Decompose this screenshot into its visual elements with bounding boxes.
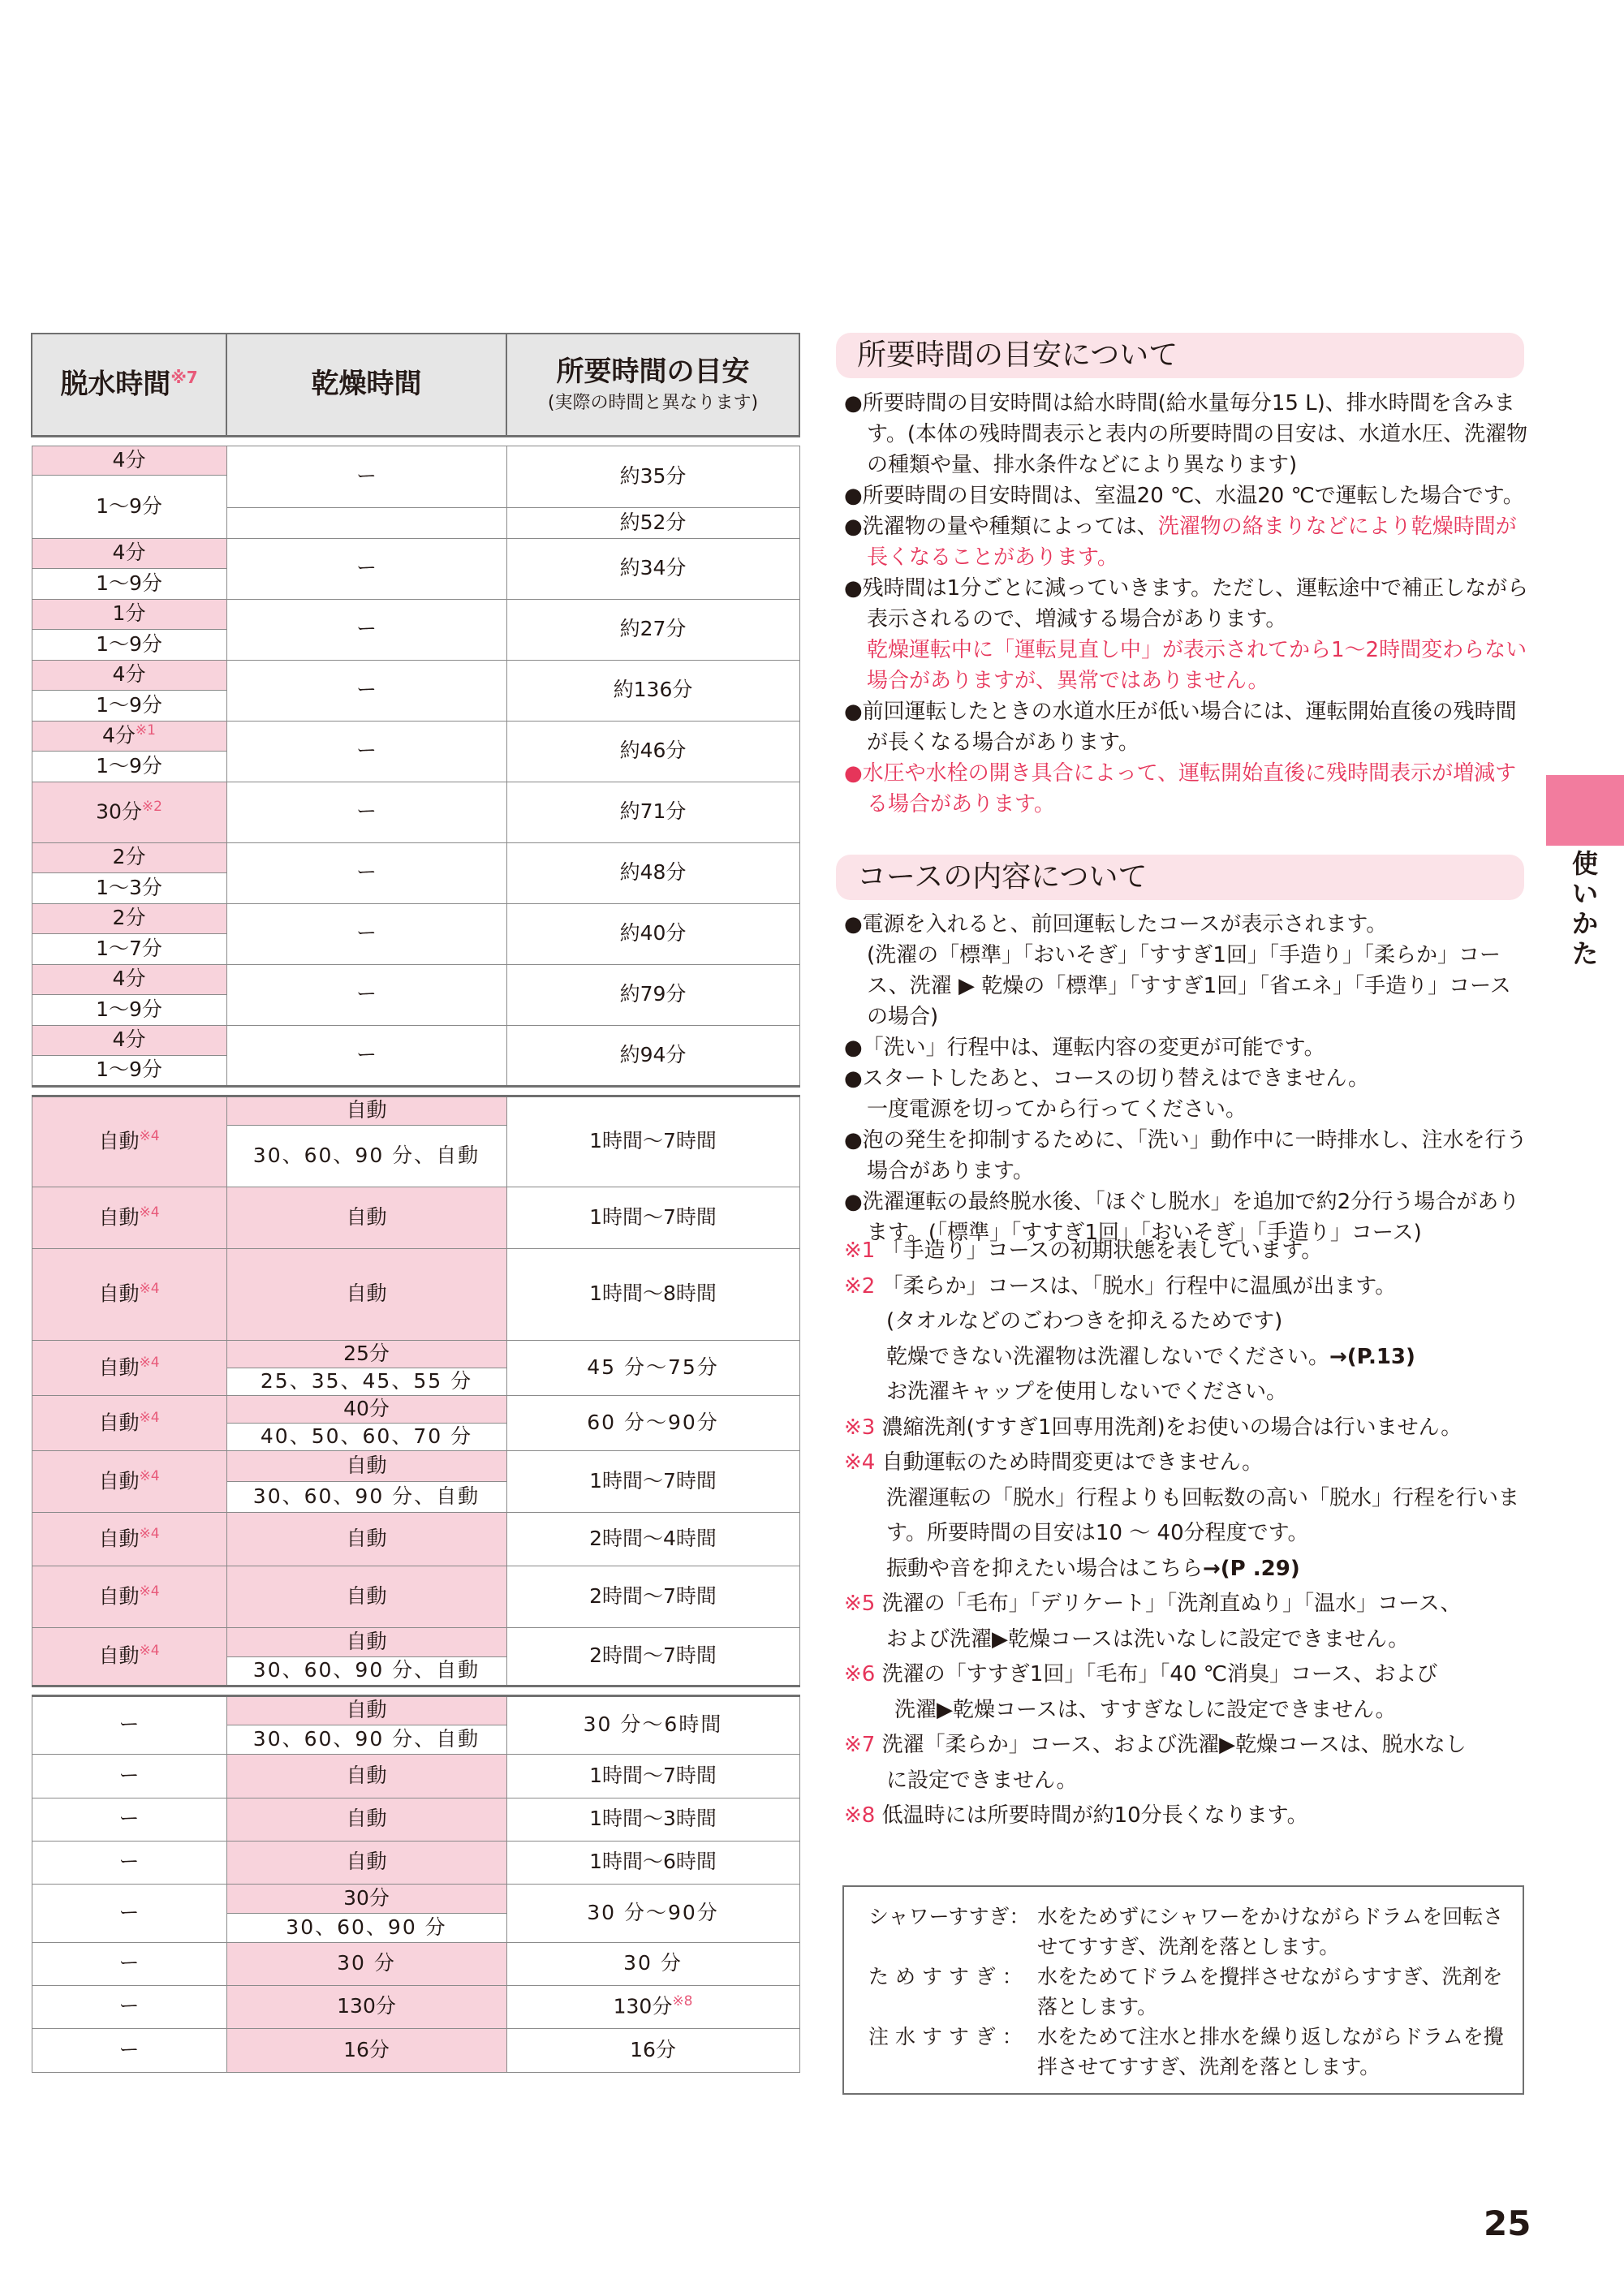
spin-cell: 自動$^{※4}$ <box>32 1512 226 1566</box>
dry-cell: 30分 <box>226 1884 506 1913</box>
dry-cell: ー <box>226 964 506 1025</box>
footnote-line: 洗濯運転の「脱水」行程よりも回転数の高い「脱水」行程を行います。所要時間の目安は10 〜 40分程度です。 <box>886 1485 1520 1545</box>
total-cell: 1時間〜6時間 <box>506 1841 799 1884</box>
dry-cell: ー <box>226 538 506 599</box>
spin-cell: 自動$^{※4}$ <box>32 1187 226 1248</box>
spin-cell: 1〜9分 <box>32 1055 226 1086</box>
total-cell: 1時間〜7時間 <box>506 1187 799 1248</box>
dry-cell: ー <box>226 842 506 903</box>
side-tab-label: 使 い か た <box>1571 848 1598 969</box>
dry-cell: 自動 <box>226 1187 506 1248</box>
dry-cell: 自動 <box>226 1096 506 1125</box>
spin-cell: 自動$^{※4}$ <box>32 1340 226 1395</box>
total-cell: 2時間〜4時間 <box>506 1512 799 1566</box>
spin-cell: 1分 <box>32 599 226 629</box>
spin-cell: ー <box>32 2028 226 2072</box>
dry-cell: 30、60、90 分、自動 <box>226 1725 506 1754</box>
dry-cell: ー <box>226 721 506 782</box>
spin-cell: 1〜9分 <box>32 629 226 660</box>
footnote: ※2 「柔らか」コースは、「脱水」行程中に温風が出ます。 <box>844 1273 1397 1299</box>
list-item: ●所要時間の目安時間は、室温20 ℃、水温20 ℃で運転した場合です。 <box>844 484 1524 508</box>
list-item: ●所要時間の目安時間は給水時間(給水量毎分15 L)、排水時間を含みます。(本体の残時間表示と表内の所要時間の目安は、水道水圧、洗濯物の種類や量、排水条件などにより異なります) <box>844 391 1528 477</box>
footnote-line: 振動や音を抑えたい場合はこちら→(P .29) <box>886 1556 1300 1581</box>
course-time-table <box>31 333 800 2073</box>
dry-cell: 自動 <box>226 1798 506 1841</box>
dry-cell: 30、60、90 分、自動 <box>226 1656 506 1686</box>
section-heading-time-estimate: 所要時間の目安について <box>836 333 1524 378</box>
dry-cell: ー <box>226 446 506 507</box>
footnote-line: (タオルなどのごわつきを抑えるためです) <box>886 1309 1283 1333</box>
list-item: ●泡の発生を抑制するために、「洗い」動作中に一時排水し、注水を行う場合があります。 <box>844 1128 1527 1183</box>
footnote: ※7 洗濯「柔らか」コース、および洗濯▶乾燥コースは、脱水なし <box>844 1733 1467 1757</box>
total-cell: 約136分 <box>506 660 799 721</box>
dry-cell: 30、60、90 分 <box>226 1913 506 1942</box>
side-tab-marker <box>1546 775 1624 846</box>
dry-cell: 30、60、90 分、自動 <box>226 1125 506 1187</box>
spin-cell: 4分 <box>32 446 226 475</box>
spin-cell: 1〜9分 <box>32 994 226 1025</box>
glossary-row: 注 水 す す ぎ ： 水をためて注水と排水を繰り返しながらドラムを攪拌させてすすぎ、洗剤を落とします。 <box>868 2025 1504 2078</box>
total-cell: 45 分〜75分 <box>506 1340 799 1395</box>
total-cell: 30 分〜6時間 <box>506 1695 799 1754</box>
spin-cell: 4分$^{※1}$ <box>32 721 226 751</box>
total-cell: 約34分 <box>506 538 799 599</box>
spin-cell: ー <box>32 1798 226 1841</box>
total-cell: 30 分〜90分 <box>506 1884 799 1942</box>
dry-cell: 自動 <box>226 1450 506 1481</box>
dry-cell: 40分 <box>226 1395 506 1423</box>
total-cell: 約52分 <box>506 507 799 538</box>
header-dry: 乾燥時間 <box>226 334 506 436</box>
total-cell: 約35分 <box>506 446 799 507</box>
spin-cell: 4分 <box>32 538 226 568</box>
section-heading-course: コースの内容について <box>836 855 1524 900</box>
footnote-line: および洗濯▶乾燥コースは洗いなしに設定できません。 <box>886 1626 1410 1652</box>
spin-cell: 自動$^{※4}$ <box>32 1248 226 1340</box>
total-cell: 1時間〜7時間 <box>506 1754 799 1798</box>
footnote: ※8 低温時には所要時間が約10分長くなります。 <box>844 1803 1308 1828</box>
total-cell: 2時間〜7時間 <box>506 1627 799 1686</box>
total-cell: 約79分 <box>506 964 799 1025</box>
list-item: ●洗濯物の量や種類によっては、洗濯物の絡まりなどにより乾燥時間が長くなることがあります。 <box>844 515 1517 570</box>
page-number: 25 <box>1484 2203 1531 2243</box>
dry-cell: 自動 <box>226 1627 506 1656</box>
total-cell: 約46分 <box>506 721 799 782</box>
total-cell: 130分$^{※8}$ <box>506 1985 799 2028</box>
footnote-line: に設定できません。 <box>886 1768 1078 1793</box>
footnote: ※6 洗濯の「すすぎ1回」「毛布」「40 ℃消臭」コース、および <box>844 1662 1438 1686</box>
list-item: ●水圧や水栓の開き具合によって、運転開始直後に残時間表示が増減する場合があります。 <box>844 761 1517 816</box>
total-cell: 約27分 <box>506 599 799 660</box>
dry-cell: 25、35、45、55 分 <box>226 1368 506 1395</box>
total-cell: 30 分 <box>506 1942 799 1985</box>
spin-cell: 自動$^{※4}$ <box>32 1096 226 1187</box>
dry-cell: ー <box>226 1025 506 1086</box>
footnote: ※4 自動運転のため時間変更はできません。 <box>844 1450 1264 1475</box>
dry-cell <box>226 507 506 538</box>
dry-cell: 自動 <box>226 1512 506 1566</box>
glossary-row: た め す す ぎ ： 水をためてドラムを攪拌させながらすすぎ、洗剤を落とします。 <box>868 1965 1503 2018</box>
list-item: ●残時間は1分ごとに減っていきます。ただし、運転途中で補正しながら表示されるので、増減する場合があります。 乾燥運転中に「運転見直し中」が表示されてから1〜2時間変わらない場合がありますが、異常ではありません。 <box>844 576 1529 693</box>
footnotes <box>844 1234 1534 1834</box>
spin-cell: 1〜9分 <box>32 475 226 538</box>
footnote-line: お洗濯キャップを使用しないでください。 <box>886 1380 1288 1404</box>
dry-cell: 自動 <box>226 1566 506 1627</box>
dry-cell: 40、50、60、70 分 <box>226 1423 506 1450</box>
spin-cell: 30分$^{※2}$ <box>32 782 226 842</box>
spin-cell: 2分 <box>32 903 226 933</box>
footnote-line: 乾燥できない洗濯物は洗濯しないでください。→(P.13) <box>886 1344 1415 1369</box>
dry-cell: ー <box>226 599 506 660</box>
dry-cell: ー <box>226 903 506 964</box>
total-cell: 約71分 <box>506 782 799 842</box>
total-cell: 16分 <box>506 2028 799 2072</box>
dry-cell: 自動 <box>226 1841 506 1884</box>
spin-cell: 自動$^{※4}$ <box>32 1450 226 1512</box>
dry-cell: 30 分 <box>226 1942 506 1985</box>
course-list <box>844 909 1530 1248</box>
spin-cell: 4分 <box>32 964 226 994</box>
dry-cell: 25分 <box>226 1340 506 1368</box>
spin-cell: 1〜9分 <box>32 690 226 721</box>
total-cell: 約40分 <box>506 903 799 964</box>
header-total: 所要時間の目安 (実際の時間と異なります) <box>506 334 799 436</box>
header-spin: 脱水時間$^{※7}$ <box>32 334 226 436</box>
spin-cell: 自動$^{※4}$ <box>32 1395 226 1450</box>
dry-cell: 自動 <box>226 1248 506 1340</box>
spin-cell: 1〜3分 <box>32 872 226 903</box>
spin-cell: ー <box>32 1985 226 2028</box>
spin-cell: 1〜7分 <box>32 933 226 964</box>
total-cell: 約94分 <box>506 1025 799 1086</box>
list-item: ●前回運転したときの水道水圧が低い場合には、運転開始直後の残時間が長くなる場合があります。 <box>844 700 1517 755</box>
footnote: ※5 洗濯の「毛布」「デリケート」「洗剤直ぬり」「温水」コース、 <box>844 1592 1462 1616</box>
dry-cell: 16分 <box>226 2028 506 2072</box>
dry-cell: ー <box>226 782 506 842</box>
dry-cell: 自動 <box>226 1754 506 1798</box>
dry-cell: 30、60、90 分、自動 <box>226 1481 506 1512</box>
dry-cell: ー <box>226 660 506 721</box>
spin-cell: ー <box>32 1754 226 1798</box>
spin-cell: 自動$^{※4}$ <box>32 1566 226 1627</box>
spin-cell: 2分 <box>32 842 226 872</box>
glossary-row: シャワーすすぎ： 水をためずにシャワーをかけながらドラムを回転させてすすぎ、洗剤を落とします。 <box>868 1905 1504 1958</box>
spin-cell: 1〜9分 <box>32 568 226 599</box>
footnote-line: 洗濯▶乾燥コースは、すすぎなしに設定できません。 <box>894 1697 1397 1722</box>
spin-cell: 自動$^{※4}$ <box>32 1627 226 1686</box>
total-cell: 約48分 <box>506 842 799 903</box>
spin-cell: ー <box>32 1884 226 1942</box>
spin-cell: ー <box>32 1841 226 1884</box>
footnote: ※1 「手造り」コースの初期状態を表しています。 <box>844 1238 1323 1263</box>
list-item: ●「洗い」行程中は、運転内容の変更が可能です。 <box>844 1036 1325 1060</box>
footnote: ※3 濃縮洗剤(すすぎ1回専用洗剤)をお使いの場合は行いません。 <box>844 1415 1462 1440</box>
spin-cell: ー <box>32 1695 226 1754</box>
total-cell: 2時間〜7時間 <box>506 1566 799 1627</box>
list-item: ●スタートしたあと、コースの切り替えはできません。 一度電源を切ってから行ってください。 <box>844 1066 1369 1122</box>
total-cell: 1時間〜7時間 <box>506 1450 799 1512</box>
time-estimate-list <box>844 388 1530 820</box>
dry-cell: 自動 <box>226 1695 506 1725</box>
total-cell: 1時間〜3時間 <box>506 1798 799 1841</box>
total-cell: 1時間〜7時間 <box>506 1096 799 1187</box>
total-cell: 60 分〜90分 <box>506 1395 799 1450</box>
list-item: ●洗濯運転の最終脱水後、「ほぐし脱水」を追加で約2分行う場合があります。(「標準」「すすぎ1回」「おいそぎ」「手造り」コース) <box>844 1190 1520 1245</box>
spin-cell: 1〜9分 <box>32 751 226 782</box>
list-item: ●電源を入れると、前回運転したコースが表示されます。 (洗濯の「標準」「おいそぎ」「すすぎ1回」「手造り」「柔らか」コース、洗濯 ▶ 乾燥の「標準」「すすぎ1回」「省エネ」「手造り」コースの場合) <box>844 912 1511 1029</box>
total-cell: 1時間〜8時間 <box>506 1248 799 1340</box>
dry-cell: 130分 <box>226 1985 506 2028</box>
spin-cell: 4分 <box>32 660 226 690</box>
spin-cell: ー <box>32 1942 226 1985</box>
spin-cell: 4分 <box>32 1025 226 1055</box>
rinse-glossary-box <box>842 1885 1524 2095</box>
